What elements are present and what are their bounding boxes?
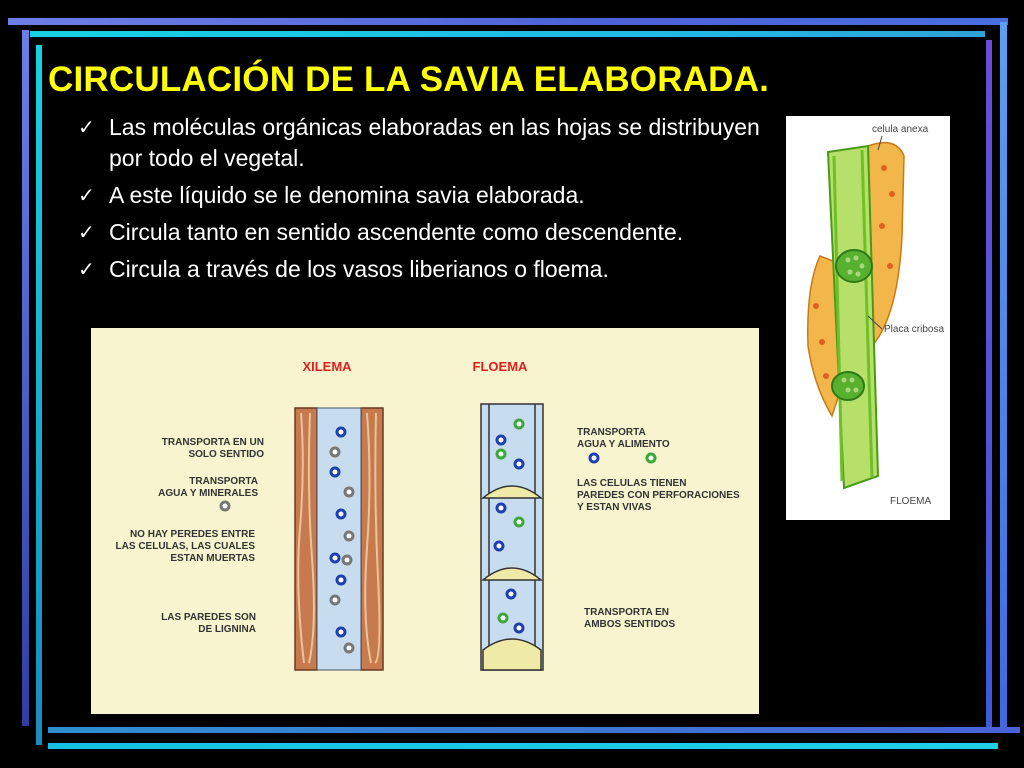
slide-title: CIRCULACIÓN DE LA SAVIA ELABORADA. — [48, 60, 770, 99]
frame-bottom-bar-2 — [48, 743, 998, 749]
phloem-vessel-illustration — [481, 404, 543, 670]
xylem-label: ESTAN MUERTAS — [170, 553, 255, 564]
phloem-label: Y ESTAN VIVAS — [577, 502, 652, 513]
frame-left-bar-2 — [36, 45, 42, 745]
check-mark-icon: ✓ — [78, 220, 95, 244]
phloem-label-bottom: FLOEMA — [890, 496, 932, 507]
phloem-label: LAS CELULAS TIENEN — [577, 478, 687, 489]
phloem-sieve-tube-illustration — [786, 116, 950, 520]
frame-top-bar-2 — [30, 31, 985, 37]
bullet-item — [78, 254, 768, 285]
phloem-label: AMBOS SENTIDOS — [584, 619, 676, 630]
check-mark-icon: ✓ — [78, 183, 95, 207]
xylem-label: NO HAY PEREDES ENTRE — [129, 529, 255, 540]
bullet-text: Las moléculas orgánicas elaboradas en las hojas se distribuyen por todo el vegetal. — [109, 114, 760, 171]
water-minerals-dot-icon — [221, 502, 229, 510]
xylem-label: LAS CELULAS, LAS CUALES — [115, 541, 255, 552]
bullet-list — [78, 112, 768, 291]
xylem-label: AGUA Y MINERALES — [158, 488, 258, 499]
frame-top-bar-1 — [8, 18, 1008, 25]
frame-right-bar-2 — [1000, 22, 1007, 728]
xylem-vessel-illustration — [295, 408, 383, 670]
frame-right-bar-1 — [986, 40, 992, 730]
floema-title: FLOEMA — [472, 359, 528, 374]
bullet-item — [78, 180, 768, 211]
xylem-label: TRANSPORTA — [189, 476, 258, 487]
frame-left-bar-1 — [22, 30, 29, 726]
bullet-text: Circula a través de los vasos liberianos o floema. — [109, 256, 609, 282]
check-mark-icon: ✓ — [78, 115, 95, 139]
xylem-label: SOLO SENTIDO — [188, 449, 264, 460]
check-mark-icon: ✓ — [78, 257, 95, 281]
xylem-phloem-diagram — [91, 328, 759, 714]
xilema-title: XILEMA — [302, 359, 352, 374]
xylem-label: DE LIGNINA — [198, 624, 256, 635]
phloem-label: TRANSPORTA — [577, 427, 646, 438]
xylem-label: TRANSPORTA EN UN — [161, 437, 264, 448]
frame-bottom-bar-1 — [48, 727, 1020, 733]
phloem-label: TRANSPORTA EN — [584, 607, 669, 618]
bullet-text: Circula tanto en sentido ascendente como descendente. — [109, 219, 684, 245]
phloem-label-top: celula anexa — [872, 124, 929, 135]
bullet-item — [78, 217, 768, 248]
phloem-label: PAREDES CON PERFORACIONES — [577, 490, 740, 501]
bullet-text: A este líquido se le denomina savia elaborada. — [109, 182, 585, 208]
sap-dot-icon — [647, 454, 655, 462]
phloem-label: AGUA Y ALIMENTO — [577, 439, 670, 450]
phloem-label-middle: Placa cribosa — [884, 324, 945, 335]
bullet-item — [78, 112, 768, 174]
xylem-label: LAS PAREDES SON — [161, 612, 256, 623]
water-dot-icon — [590, 454, 598, 462]
